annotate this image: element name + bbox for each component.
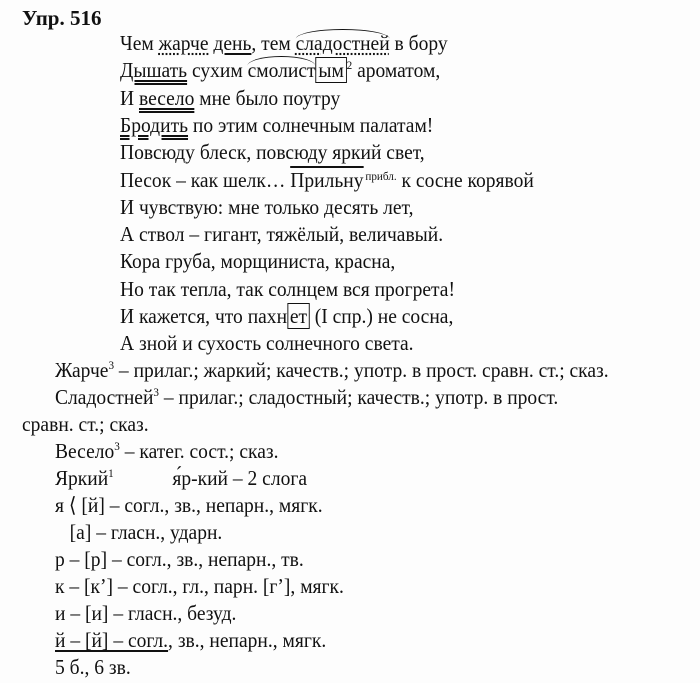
text-segment: , тем bbox=[251, 31, 296, 55]
text-segment: 5 б., 6 зв. bbox=[55, 655, 131, 679]
text-segment: [а] – гласн., ударн. bbox=[55, 520, 223, 544]
marked-text: смолист bbox=[247, 58, 316, 83]
poem-line bbox=[120, 195, 413, 219]
analysis-line bbox=[55, 547, 304, 571]
marked-text: Прильну bbox=[290, 167, 364, 192]
text-segment: А зной и сухость солнечного света. bbox=[120, 331, 414, 356]
marked-text: ет bbox=[287, 303, 310, 329]
poem-line bbox=[120, 140, 425, 164]
analysis-line bbox=[55, 574, 344, 598]
text-segment: я ⟨ [й] – согл., зв., непарн., мягк. bbox=[55, 493, 323, 517]
text-segment: сухим bbox=[187, 58, 248, 83]
marked-text: 2 bbox=[346, 58, 353, 73]
marked-text: жарче bbox=[158, 31, 209, 55]
text-segment: ароматом, bbox=[352, 58, 441, 83]
marked-text: сладостней bbox=[295, 31, 390, 55]
analysis-line bbox=[55, 466, 307, 490]
analysis-line bbox=[55, 385, 558, 409]
analysis-line bbox=[55, 439, 278, 463]
text-segment: – катег. сост.; сказ. bbox=[119, 439, 279, 463]
marked-text: 1 bbox=[108, 466, 114, 480]
text-segment: – прилаг.; жаркий; качеств.; употр. в прост. сравн. ст.; сказ. bbox=[114, 358, 609, 382]
marked-text: день bbox=[213, 31, 252, 55]
analysis-line bbox=[55, 493, 323, 517]
analysis-line bbox=[55, 358, 609, 382]
poem-line bbox=[120, 331, 414, 355]
text-segment: А ствол – гигант, тяжёлый, величавый. bbox=[120, 222, 444, 247]
text-segment: Кора груба, морщиниста, красна, bbox=[120, 249, 396, 274]
poem-line bbox=[120, 58, 440, 82]
poem-line bbox=[120, 249, 395, 273]
text-segment: по этим солнечным палатам! bbox=[188, 112, 434, 137]
text-segment: Повсюду блеск, повсюду яркий свет, bbox=[120, 140, 425, 165]
text-segment: Весело bbox=[55, 439, 115, 463]
text-segment: я́р-кий – 2 слога bbox=[113, 466, 308, 490]
poem-line bbox=[120, 86, 340, 110]
poem-line bbox=[120, 113, 433, 137]
analysis-line bbox=[55, 601, 236, 625]
text-segment: сравн. ст.; сказ. bbox=[22, 412, 149, 436]
text-segment: к сосне корявой bbox=[396, 167, 534, 192]
text-segment: Но так тепла, так солнцем вся прогрета! bbox=[120, 276, 455, 301]
text-segment: И bbox=[120, 85, 139, 110]
text-segment: Яркий bbox=[55, 466, 109, 490]
marked-text: весело bbox=[138, 85, 195, 110]
analysis-line bbox=[55, 520, 222, 544]
text-segment: , зв., непарн., мягк. bbox=[168, 628, 327, 652]
poem-line bbox=[120, 277, 455, 301]
text-segment: Чем bbox=[120, 31, 159, 55]
text-segment: Песок – как шелк… bbox=[120, 167, 291, 192]
poem-line bbox=[120, 168, 534, 192]
marked-text: Дышать bbox=[120, 58, 188, 83]
analysis-line bbox=[55, 628, 326, 652]
text-segment: и – [и] – гласн., безуд. bbox=[55, 601, 237, 625]
marked-text: ым bbox=[316, 57, 347, 83]
marked-text: 3 bbox=[114, 439, 120, 453]
marked-text: 3 bbox=[108, 358, 115, 372]
poem-line bbox=[120, 31, 448, 55]
poem-line bbox=[120, 304, 453, 328]
text-segment: р – [р] – согл., зв., непарн., тв. bbox=[55, 547, 304, 571]
marked-text: Бродить bbox=[120, 112, 189, 137]
text-segment: И кажется, что пахн bbox=[120, 304, 288, 328]
exercise-title: Упр. 516 bbox=[22, 6, 102, 30]
marked-text: прибл. bbox=[365, 168, 397, 183]
marked-text: й – [й] – согл. bbox=[55, 628, 169, 652]
text-segment: – прилаг.; сладостный; качеств.; употр. в прост. bbox=[158, 385, 559, 409]
text-segment: Сладостней bbox=[55, 385, 154, 409]
marked-text: 3 bbox=[153, 385, 159, 399]
poem-line bbox=[120, 222, 443, 246]
text-segment: к – [к’] – согл., гл., парн. [г’], мягк. bbox=[55, 574, 344, 598]
analysis-line bbox=[55, 655, 131, 679]
text-segment: в бору bbox=[389, 31, 448, 55]
text-segment: Жарче bbox=[55, 358, 109, 382]
analysis-line bbox=[22, 412, 149, 436]
text-segment: мне было поутру bbox=[194, 85, 341, 110]
text-segment: (I спр.) не сосна, bbox=[309, 304, 454, 328]
text-segment: И чувствую: мне только десять лет, bbox=[120, 194, 414, 219]
